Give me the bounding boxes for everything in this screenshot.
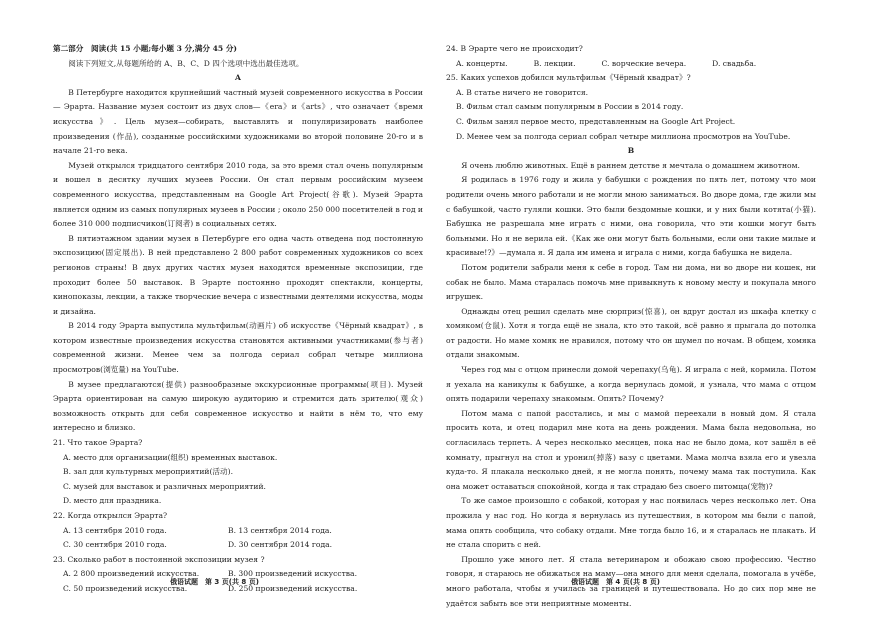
instruction: 阅读下列短文,从每题所给的 A、B、C、D 四个选项中选出最佳选项。 — [68, 58, 304, 68]
q24-option: C. ворческие вечера. — [601, 58, 687, 68]
q22-option: D. 30 сентября 2014 года. — [228, 540, 333, 550]
passage-b-paragraph: Прошло уже много лет. Я стала ветеринаром и обожаю свою профессию. Честно говоря, я стараюсь не обижаться на маму—она много для меня сделала, помогала в учёбе, много работала, чтобы я училась за границей и путешествовала. Но до сих пор мне не удаётся забыть все эти неприятные моменты. — [446, 554, 816, 608]
q21-option: C. музей для выставок и различных мероприятий. — [63, 481, 266, 491]
page-footer-right: 俄语试题 第 4 页(共 8 页) — [571, 578, 660, 586]
question-24: 24. В Эрарте чего не происходит? — [446, 44, 583, 53]
passage-a-paragraph: В 2014 году Эрарта выпустила мультфильм(动画片) об искусстве《Чёрный квадрат》, в котором известные произведения искусства становятся активными участниками(参与者) современной жизни. Менее чем за полгода сериал собрал четыре миллиона просмотров(浏览量) на YouTube. — [53, 321, 423, 375]
page-footer-left: 俄语试题 第 3 页(共 8 页) — [170, 578, 259, 586]
passage-b-paragraph: Через год мы с отцом принесли домой черепаху(乌龟). Я играла с ней, кормила. Потом я уехала на каникулы к бабушке, а когда вернулась домой, я узнала, что мама с отцом опять подарили черепаху знакомым. Опять? Почему? — [446, 365, 816, 404]
question-23: 23. Сколько работ в постоянной экспозиции музея ? — [53, 554, 265, 564]
passage-b-paragraph: Однажды отец решил сделать мне сюрприз(惊喜), он вдруг достал из шкафа клетку с хомяком(仓鼠). Хотя я тогда ещё не знала, кто это такой, всё равно я прыгала до потолка от радости. Но маме хомяк не нравился, потому что он шумел по ночам. В общем, хомяка отдали знакомым. — [446, 306, 816, 360]
q24-option: A. концерты. — [456, 58, 508, 68]
left-column — [53, 42, 423, 597]
q22-option: C. 30 сентября 2010 года. — [63, 540, 167, 550]
q25-option: C. Фильм занял первое место, представленным на Google Art Project. — [456, 116, 736, 126]
passage-b-paragraph: Я родилась в 1976 году и жила у бабушки с рождения по пять лет, потому что мои родители очень много работали и не могли мною заниматься. Во дворе дома, где жили мы с бабушкой, часто гуляли кошки. Это были бездомные кошки, и у них были котята(小猫). Бабушка не разрешала мне играть с ними, она говорила, что эти кошки могут быть больными. Но я не верила ей.《Как же они могут быть больными, если они такие милые и красивые!?》—думала я. Я дала им имена и играла с ними, когда бабушка не видела. — [446, 175, 816, 258]
passage-a-paragraph: В музее предлагаются(提供) разнообразные экскурсионные программы(项目). Музей Эрарта ориентирован на самую широкую аудиторию и стремится дать зрителю(观众) возможность открыть для себя современное искусство и найти в нём то, что ему интересно и близко. — [53, 379, 423, 433]
q21-option: A. место для организации(组织) временных выставок. — [63, 452, 278, 462]
q21-option: D. место для праздника. — [63, 496, 162, 506]
q23-option: A. 2 800 произведений искусства. — [63, 569, 200, 579]
q21-option: B. зал для культурных мероприятий(活动). — [63, 467, 233, 477]
q25-option: B. Фильм стал самым популярным в России в 2014 году. — [456, 102, 684, 112]
q22-option: B. 13 сентября 2014 года. — [228, 525, 332, 535]
q25-option: D. Менее чем за полгода сериал собрал четыре миллиона просмотров на YouTube. — [456, 131, 791, 141]
passage-b-paragraph: Потом мама с папой расстались, и мы с мамой переехали в новый дом. Я стала просить кота, и отец подарил мне кота на день рождения. Мама была недовольна, но согласилась терпеть. А через несколько месяцев, пока нас не было дома, кот зашёл в её комнату, прыгнул на стол и уронил(掉落) вазу с цветами. Мама молча взяла его и увезла куда-то. Я плакала несколько дней, я не могла понять, почему мама так поступила. Как она может оставаться спокойной, когда я так страдаю без своего питомца(宠物)? — [446, 408, 816, 491]
question-25: 25. Каких успехов добился мультфильм《Чёрный квадрат》? — [446, 73, 691, 83]
q22-option: A. 13 сентября 2010 года. — [63, 525, 167, 535]
q24-options-row — [446, 57, 816, 72]
q25-option: A. В статье ничего не говорится. — [456, 87, 589, 97]
q23-option: D. 250 произведений искусства. — [228, 583, 358, 593]
q24-option: D. свадьба. — [712, 58, 757, 68]
question-22: 22. Когда открылся Эрарта? — [53, 511, 168, 520]
q22-options-row — [53, 538, 423, 553]
passage-a-paragraph: Музей открылся тридцатого сентября 2010 года, за это время стал очень популярным и вошел в десятку лучших музеев России. Он стал первым российским музеем современного искусства, представленным на Google Art Project(谷歌). Музей Эрарта является одним из самых популярных музеев в России ; около 250 000 посетителей в год и более 310 000 подписчиков(订阅者) в социальных сетях. — [53, 160, 423, 229]
passage-a-label: A — [235, 73, 241, 83]
q23-option: C. 50 произведений искусства. — [63, 583, 188, 593]
passage-b-paragraph: Я очень люблю животных. Ещё в раннем детстве я мечтала о домашнем животном. — [461, 160, 800, 170]
q24-option: B. лекции. — [533, 58, 576, 68]
passage-b-paragraph: То же самое произошло с собакой, которая у нас появилась через несколько лет. Она прожила у нас год. Но когда я вернулась из путешествия, в котором мы были с папой, мама опять сообщила, что собаку отдали. Мне тогда было 16, и я старалась не плакать. И не стала спорить с ней. — [446, 496, 816, 550]
passage-b-label: B — [627, 146, 635, 156]
q22-options-row — [53, 524, 423, 539]
q23-option: B. 300 произведений искусства. — [228, 569, 358, 579]
passage-a-paragraph: В Петербурге находится крупнейший частный музей современного искусства в России— Эрарта. Название музея состоит из двух слов—《era》и《arts》, что означает《время искусства》. Цель музея—собирать, выставлять и популяризировать наиболее произведения (作品), созданные российскими художниками во второй половине 20-го и в начале 21-го века. — [53, 87, 423, 156]
question-21: 21. Что такое Эрарта? — [53, 438, 143, 448]
section-title: 第二部分 阅读(共 15 小题;每小题 3 分,满分 45 分) — [53, 44, 238, 53]
passage-a-paragraph: В пятиэтажном здании музея в Петербурге его одна часть отведена под постоянную экспозицию(固定展出). В ней представлено 2 800 работ современных художников со всех регионов страны! В двух других частях музея находятся временные экспозиции, где проходит более 50 выставок. В Эрарте постоянно проходят спектакли, концерты, кинопоказы, лекции, а также творческие вечера с известными деятелями искусства, моды и дизайна. — [53, 233, 423, 316]
passage-b-paragraph: Потом родители забрали меня к себе в город. Там ни дома, ни во дворе ни кошек, ни собак не было. Мама старалась помочь мне привыкнуть к новому месту и покупала много игрушек. — [446, 262, 816, 302]
right-column — [446, 42, 816, 611]
